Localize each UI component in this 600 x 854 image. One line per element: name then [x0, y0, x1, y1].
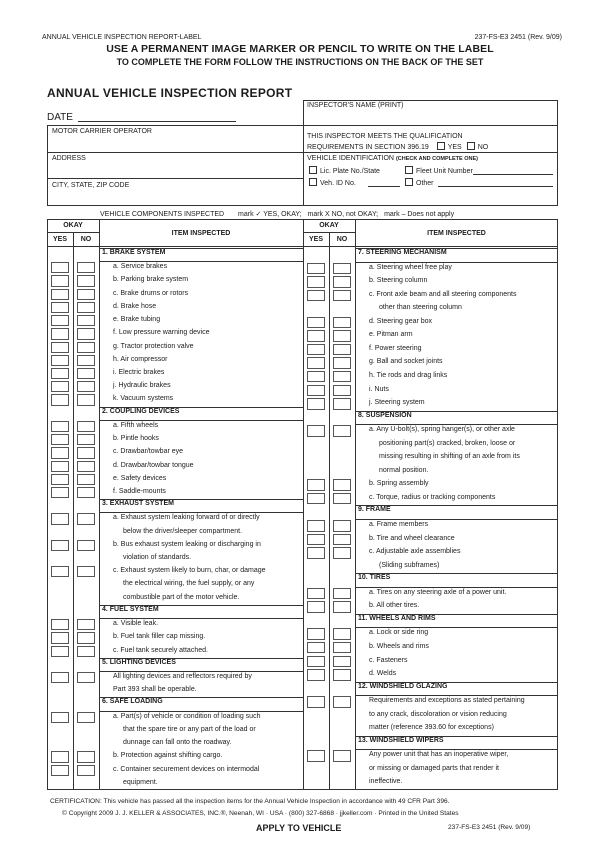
section-heading: 5. LIGHTING DEVICES: [102, 658, 176, 666]
inspection-item: f. Power steering: [369, 344, 422, 352]
okay-yes-checkbox[interactable]: [307, 493, 325, 505]
section-heading: 13. WINDSHIELD WIPERS: [358, 736, 444, 744]
inspection-item: d. Drawbar/towbar tongue: [113, 461, 194, 469]
no-header-right: NO: [336, 236, 348, 243]
inspection-item: normal position.: [379, 466, 429, 474]
okay-yes-checkbox[interactable]: [307, 601, 325, 613]
okay-header-left: OKAY: [63, 222, 83, 229]
okay-yes-checkbox[interactable]: [307, 479, 325, 491]
section-heading: 7. STEERING MECHANISM: [358, 249, 447, 256]
section-heading: 9. FRAME: [358, 506, 391, 514]
okay-yes-checkbox[interactable]: [307, 588, 325, 600]
inspection-item: a. Tires on any steering axle of a power unit.: [369, 588, 507, 596]
okay-yes-checkbox[interactable]: [51, 381, 69, 392]
inspection-item: Requirements and exceptions as stated pertaining: [369, 697, 525, 705]
okay-yes-checkbox[interactable]: [51, 540, 69, 551]
okay-no-checkbox[interactable]: [333, 547, 351, 559]
inspection-item: Part 393 shall be operable.: [113, 686, 197, 694]
inspection-item: b. Protection against shifting cargo.: [113, 752, 223, 760]
okay-yes-checkbox[interactable]: [307, 696, 325, 708]
inspection-item: a. Service brakes: [113, 263, 168, 271]
okay-yes-checkbox[interactable]: [51, 355, 69, 366]
inspection-item: a. Frame members: [369, 521, 429, 528]
okay-no-checkbox[interactable]: [333, 263, 351, 275]
okay-no-checkbox[interactable]: [77, 262, 95, 273]
okay-no-checkbox[interactable]: [77, 368, 95, 379]
section-divider: [355, 614, 558, 615]
okay-yes-checkbox[interactable]: [307, 425, 325, 437]
okay-yes-checkbox[interactable]: [307, 263, 325, 275]
okay-no-checkbox[interactable]: [77, 289, 95, 300]
okay-yes-checkbox[interactable]: [51, 474, 69, 485]
inspection-item: combustible part of the motor vehicle.: [123, 593, 240, 601]
okay-no-checkbox[interactable]: [77, 434, 95, 445]
inspection-item: b. Spring assembly: [369, 480, 429, 488]
inspection-item: h. Tie rods and drag links: [369, 371, 448, 379]
footer-form-code: 237-FS-E3 2451 (Rev. 9/09): [448, 824, 531, 831]
okay-no-checkbox[interactable]: [333, 344, 351, 356]
inspection-item: d. Welds: [369, 670, 397, 678]
inspection-item: a. Exhaust system leaking forward of or directly: [113, 514, 260, 522]
date-label: DATE: [47, 112, 73, 123]
section-heading: 2. COUPLING DEVICES: [102, 407, 180, 415]
inspection-item: b. Steering column: [369, 277, 428, 285]
section-divider: [99, 407, 303, 408]
okay-yes-checkbox[interactable]: [51, 765, 69, 776]
okay-no-checkbox[interactable]: [77, 342, 95, 353]
section-divider: [355, 573, 558, 574]
okay-yes-checkbox[interactable]: [307, 656, 325, 668]
okay-no-checkbox[interactable]: [333, 317, 351, 329]
section-divider: [99, 605, 303, 606]
okay-yes-checkbox[interactable]: [51, 315, 69, 326]
okay-yes-checkbox[interactable]: [307, 520, 325, 532]
okay-no-checkbox[interactable]: [77, 513, 95, 524]
inspection-item: the electrical wiring, the fuel supply, or any: [123, 580, 255, 588]
okay-no-checkbox[interactable]: [77, 672, 95, 683]
inspection-item: f. Low pressure warning device: [113, 329, 210, 337]
okay-no-checkbox[interactable]: [333, 601, 351, 613]
report-title: ANNUAL VEHICLE INSPECTION REPORT: [47, 86, 293, 100]
okay-yes-checkbox[interactable]: [51, 712, 69, 723]
okay-yes-checkbox[interactable]: [51, 434, 69, 445]
inspection-item: matter (reference 393.60 for exceptions): [369, 724, 494, 732]
okay-no-checkbox[interactable]: [333, 290, 351, 302]
section-divider: [355, 248, 558, 249]
inspection-item: b. Tire and wheel clearance: [369, 534, 455, 542]
inspection-item: e. Pitman arm: [369, 331, 413, 339]
section-heading: 1. BRAKE SYSTEM: [102, 249, 166, 256]
okay-no-checkbox[interactable]: [333, 696, 351, 708]
okay-yes-checkbox[interactable]: [307, 290, 325, 302]
item-header-right: ITEM INSPECTED: [427, 230, 486, 237]
inspection-item: e. Safety devices: [113, 474, 167, 482]
lic-plate-option[interactable]: Lic. Plate No./State: [309, 166, 380, 175]
instruction-line-1: USE A PERMANENT IMAGE MARKER OR PENCIL TO WRITE ON THE LABEL: [106, 43, 494, 55]
components-bar: [100, 210, 454, 218]
motor-carrier-label: MOTOR CARRIER OPERATOR: [52, 128, 152, 135]
okay-yes-checkbox[interactable]: [51, 302, 69, 313]
okay-header-right: OKAY: [319, 222, 339, 229]
okay-no-checkbox[interactable]: [77, 461, 95, 472]
form-header-strip: [42, 34, 562, 41]
inspection-item: other than steering column: [379, 304, 462, 312]
okay-no-checkbox[interactable]: [333, 371, 351, 383]
okay-no-checkbox[interactable]: [77, 275, 95, 286]
instruction-line-2: TO COMPLETE THE FORM FOLLOW THE INSTRUCTIONS ON THE BACK OF THE SET: [116, 57, 484, 67]
inspection-item: i. Electric brakes: [113, 368, 165, 376]
okay-yes-checkbox[interactable]: [307, 344, 325, 356]
qualification-yes-checkbox[interactable]: [437, 142, 445, 150]
mark-no-legend: mark X NO, not OKAY;: [307, 211, 379, 218]
okay-yes-checkbox[interactable]: [307, 330, 325, 342]
okay-no-checkbox[interactable]: [77, 712, 95, 723]
section-heading: 10. TIRES: [358, 574, 391, 582]
okay-no-checkbox[interactable]: [333, 588, 351, 600]
inspection-item: c. Front axle beam and all steering components: [369, 290, 517, 298]
other-option[interactable]: Other: [405, 178, 434, 187]
vehicle-id-label: VEHICLE IDENTIFICATION (CHECK AND COMPLETE ONE): [307, 155, 478, 162]
okay-yes-checkbox[interactable]: [51, 619, 69, 630]
okay-no-checkbox[interactable]: [333, 520, 351, 532]
form-code: 237-FS-E3 2451 (Rev. 9/09): [474, 34, 562, 41]
fleet-unit-option[interactable]: Fleet Unit Number: [405, 166, 473, 175]
inspection-item: b. Fuel tank filler cap missing.: [113, 633, 206, 641]
inspection-item: All lighting devices and reflectors required by: [113, 673, 252, 681]
section-divider: [99, 697, 303, 698]
okay-yes-checkbox[interactable]: [307, 534, 325, 546]
inspection-item: positioning part(s) cracked, broken, loose or: [379, 439, 516, 447]
okay-no-checkbox[interactable]: [77, 765, 95, 776]
okay-no-checkbox[interactable]: [77, 355, 95, 366]
qualification-no-checkbox[interactable]: [467, 142, 475, 150]
inspection-item: f. Saddle-mounts: [113, 487, 166, 495]
inspection-item: violation of standards.: [123, 554, 192, 562]
okay-yes-checkbox[interactable]: [51, 646, 69, 657]
okay-yes-checkbox[interactable]: [51, 487, 69, 498]
okay-no-checkbox[interactable]: [333, 398, 351, 410]
section-divider: [355, 505, 558, 506]
inspection-item: a. Part(s) of vehicle or condition of loading such: [113, 712, 261, 720]
mark-yes-legend: mark ✓ YES, OKAY;: [238, 211, 302, 218]
okay-no-checkbox[interactable]: [77, 540, 95, 551]
okay-yes-checkbox[interactable]: [51, 632, 69, 643]
inspection-item: d. Steering gear box: [369, 317, 433, 325]
inspection-item: j. Hydraulic brakes: [113, 382, 171, 390]
inspection-item: a. Visible leak.: [113, 620, 159, 628]
inspection-item: b. Parking brake system: [113, 276, 189, 284]
inspection-item: i. Nuts: [369, 385, 389, 393]
certification-text: CERTIFICATION: This vehicle has passed all the inspection items for the Annual Vehicle Inspection in accordance with 49 CFR Part 396.: [50, 798, 450, 805]
section-heading: 11. WHEELS AND RIMS: [358, 614, 436, 622]
inspection-item: b. Bus exhaust system leaking or discharging in: [113, 540, 261, 548]
inspection-item: (Sliding subframes): [379, 561, 440, 569]
okay-yes-checkbox[interactable]: [51, 275, 69, 286]
veh-id-option[interactable]: Veh. ID No.: [309, 178, 356, 187]
okay-yes-checkbox[interactable]: [307, 398, 325, 410]
inspection-item: missing resulting in shifting of an axle from its: [379, 453, 520, 461]
okay-yes-checkbox[interactable]: [307, 750, 325, 762]
okay-yes-checkbox[interactable]: [51, 328, 69, 339]
inspection-item: c. Container securement devices on intermodal: [113, 765, 260, 773]
okay-yes-checkbox[interactable]: [307, 276, 325, 288]
okay-yes-checkbox[interactable]: [307, 357, 325, 369]
components-label: VEHICLE COMPONENTS INSPECTED: [100, 211, 225, 218]
okay-yes-checkbox[interactable]: [307, 385, 325, 397]
okay-yes-checkbox[interactable]: [51, 447, 69, 458]
okay-yes-checkbox[interactable]: [307, 628, 325, 640]
item-header-left: ITEM INSPECTED: [171, 230, 231, 237]
inspection-item: a. Lock or side ring: [369, 629, 429, 637]
okay-yes-checkbox[interactable]: [307, 669, 325, 681]
inspection-item: that the spare tire or any part of the load or: [123, 725, 256, 733]
okay-no-checkbox[interactable]: [333, 425, 351, 437]
section-divider: [99, 499, 303, 500]
inspection-item: ineffective.: [369, 778, 403, 786]
inspection-item: Any power unit that has an inoperative wiper,: [369, 751, 509, 759]
okay-yes-checkbox[interactable]: [51, 394, 69, 405]
section-heading: 6. SAFE LOADING: [102, 698, 163, 706]
okay-yes-checkbox[interactable]: [51, 289, 69, 300]
inspector-name-label: INSPECTOR'S NAME (PRINT): [307, 102, 404, 109]
inspection-item: a. Any U-bolt(s), spring hanger(s), or other axle: [369, 426, 515, 434]
address-label: ADDRESS: [52, 155, 86, 162]
inspection-item: b. Wheels and rims: [369, 642, 429, 650]
inspection-item: g. Ball and socket joints: [369, 358, 443, 366]
copyright-text: © Copyright 2009 J. J. KELLER & ASSOCIATES, INC.®, Neenah, WI · USA · (800) 327-6868 · jjkeller.com · Printed in the United States: [62, 810, 459, 817]
okay-no-checkbox[interactable]: [333, 385, 351, 397]
city-state-zip-label: CITY, STATE, ZIP CODE: [52, 182, 130, 189]
okay-no-checkbox[interactable]: [77, 328, 95, 339]
okay-no-checkbox[interactable]: [77, 487, 95, 498]
inspection-item: or missing or damaged parts that render it: [369, 764, 499, 772]
inspection-item: c. Adjustable axle assemblies: [369, 548, 461, 556]
apply-to-vehicle: APPLY TO VEHICLE: [256, 823, 342, 833]
inspection-item: b. All other tires.: [369, 602, 420, 610]
inspection-item: dunnage can fall onto the roadway.: [123, 739, 232, 747]
section-divider: [99, 248, 303, 249]
inspection-item: j. Steering system: [369, 399, 425, 407]
inspection-item: e. Brake tubing: [113, 316, 161, 324]
okay-no-checkbox[interactable]: [333, 330, 351, 342]
lic-plate-checkbox[interactable]: [309, 166, 317, 174]
inspection-item: b. Pintle hooks: [113, 435, 159, 443]
inspection-item: c. Torque, radius or tracking components: [369, 493, 496, 501]
okay-no-checkbox[interactable]: [77, 394, 95, 405]
qualification-line-1: THIS INSPECTOR MEETS THE QUALIFICATION: [307, 133, 463, 140]
okay-no-checkbox[interactable]: [77, 381, 95, 392]
mark-na-legend: mark – Does not apply: [384, 211, 455, 218]
section-divider: [99, 658, 303, 659]
okay-yes-checkbox[interactable]: [51, 368, 69, 379]
okay-no-checkbox[interactable]: [333, 750, 351, 762]
okay-no-checkbox[interactable]: [77, 447, 95, 458]
okay-no-checkbox[interactable]: [77, 421, 95, 432]
fleet-unit-checkbox[interactable]: [405, 166, 413, 174]
okay-yes-checkbox[interactable]: [307, 317, 325, 329]
section-divider: [355, 682, 558, 683]
okay-no-checkbox[interactable]: [77, 646, 95, 657]
okay-yes-checkbox[interactable]: [51, 342, 69, 353]
okay-no-checkbox[interactable]: [77, 632, 95, 643]
inspection-item: a. Steering wheel free play: [369, 263, 452, 271]
veh-id-checkbox[interactable]: [309, 178, 317, 186]
inspection-item: c. Brake drums or rotors: [113, 289, 189, 297]
okay-no-checkbox[interactable]: [333, 642, 351, 654]
okay-no-checkbox[interactable]: [77, 302, 95, 313]
section-divider: [355, 411, 558, 412]
okay-no-checkbox[interactable]: [77, 619, 95, 630]
okay-yes-checkbox[interactable]: [51, 672, 69, 683]
okay-no-checkbox[interactable]: [77, 315, 95, 326]
okay-yes-checkbox[interactable]: [51, 513, 69, 524]
section-divider: [355, 736, 558, 737]
okay-no-checkbox[interactable]: [333, 357, 351, 369]
okay-no-checkbox[interactable]: [333, 493, 351, 505]
inspection-item: c. Drawbar/towbar eye: [113, 448, 184, 456]
section-heading: 3. EXHAUST SYSTEM: [102, 500, 174, 508]
inspection-item: d. Brake hose: [113, 302, 157, 310]
section-heading: 4. FUEL SYSTEM: [102, 605, 159, 613]
no-header-left: NO: [80, 236, 92, 243]
inspection-item: k. Vacuum systems: [113, 395, 174, 403]
inspection-item: equipment.: [123, 778, 158, 786]
other-checkbox[interactable]: [405, 178, 413, 186]
okay-no-checkbox[interactable]: [333, 628, 351, 640]
inspection-item: g. Tractor protection valve: [113, 342, 194, 350]
okay-no-checkbox[interactable]: [77, 751, 95, 762]
section-heading: 8. SUSPENSION: [358, 411, 412, 419]
okay-no-checkbox[interactable]: [333, 276, 351, 288]
yes-header-left: YES: [52, 236, 67, 243]
inspection-item: c. Fasteners: [369, 656, 408, 664]
qualification-line-2: REQUIREMENTS IN SECTION 396.19 YES NO: [307, 144, 489, 151]
okay-yes-checkbox[interactable]: [51, 421, 69, 432]
inspection-item: below the driver/sleeper compartment.: [123, 527, 243, 535]
yes-header-right: YES: [308, 236, 323, 243]
inspection-item: c. Exhaust system likely to burn, char, or damage: [113, 567, 266, 575]
okay-no-checkbox[interactable]: [333, 669, 351, 681]
inspection-item: h. Air compressor: [113, 355, 168, 363]
section-heading: 12. WINDSHIELD GLAZING: [358, 682, 448, 690]
date-field[interactable]: [78, 121, 236, 122]
okay-yes-checkbox[interactable]: [51, 751, 69, 762]
inspection-item: to any crack, discoloration or vision reducing: [369, 710, 507, 718]
okay-yes-checkbox[interactable]: [51, 461, 69, 472]
okay-yes-checkbox[interactable]: [307, 371, 325, 383]
okay-no-checkbox[interactable]: [77, 566, 95, 577]
okay-no-checkbox[interactable]: [333, 656, 351, 668]
okay-yes-checkbox[interactable]: [51, 262, 69, 273]
okay-no-checkbox[interactable]: [77, 474, 95, 485]
okay-yes-checkbox[interactable]: [307, 642, 325, 654]
okay-yes-checkbox[interactable]: [51, 566, 69, 577]
okay-yes-checkbox[interactable]: [307, 547, 325, 559]
okay-no-checkbox[interactable]: [333, 534, 351, 546]
okay-no-checkbox[interactable]: [333, 479, 351, 491]
inspection-item: a. Fifth wheels: [113, 421, 159, 429]
inspection-item: c. Fuel tank securely attached.: [113, 646, 208, 654]
form-label: ANNUAL VEHICLE INSPECTION REPORT-LABEL: [42, 34, 202, 41]
